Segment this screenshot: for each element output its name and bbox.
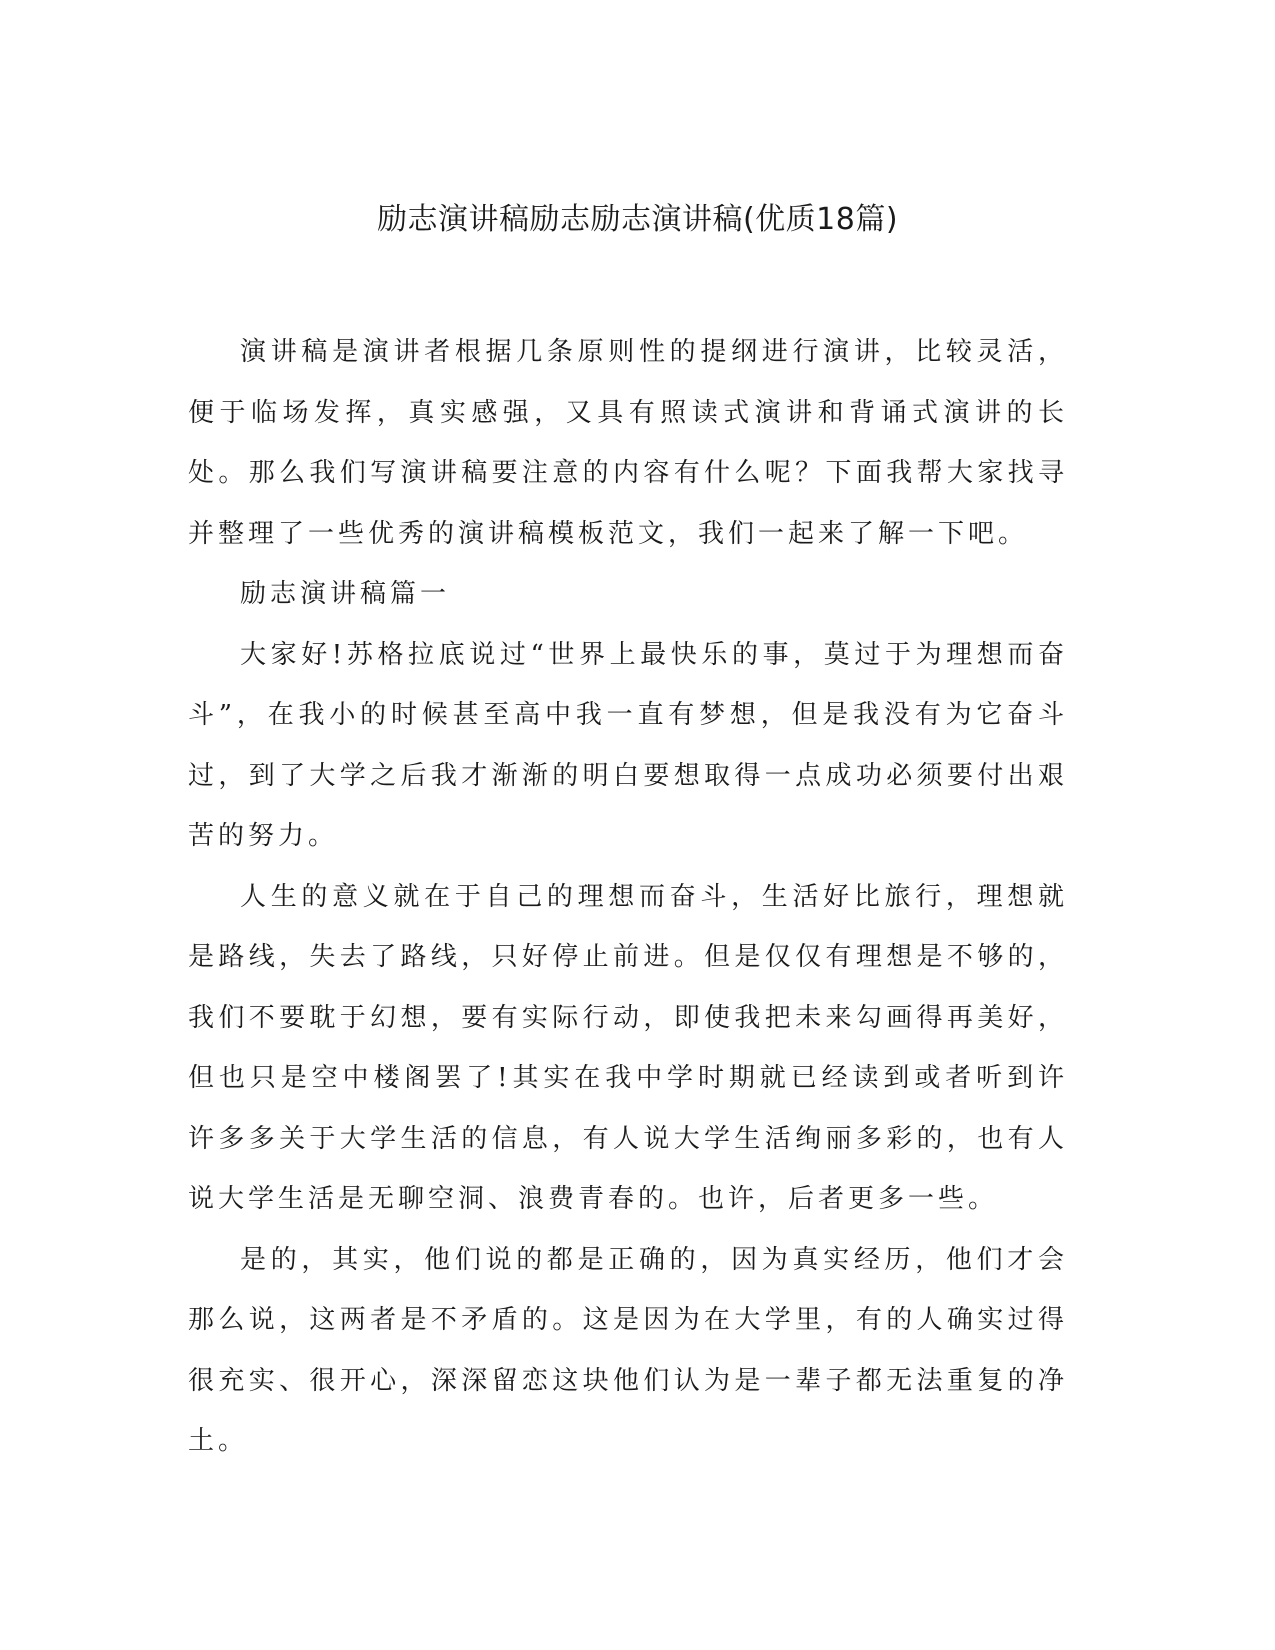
document-body xyxy=(188,322,1068,1472)
section-heading: 励志演讲稿篇一 xyxy=(240,579,451,609)
intro-paragraph: 演讲稿是演讲者根据几条原则性的提纲进行演讲，比较灵活，便于临场发挥，真实感强，又具有照读式演讲和背诵式演讲的长处。那么我们写演讲稿要注意的内容有什么呢？下面我帮大家找寻并整理了一些优秀的演讲稿模板范文，我们一起来了解一下吧。 xyxy=(188,337,1068,549)
body-paragraph: 是的，其实，他们说的都是正确的，因为真实经历，他们才会那么说，这两者是不矛盾的。这是因为在大学里，有的人确实过得很充实、很开心，深深留恋这块他们认为是一辈子都无法重复的净土。 xyxy=(188,1244,1068,1456)
body-paragraph: 人生的意义就在于自己的理想而奋斗，生活好比旅行，理想就是路线，失去了路线，只好停止前进。但是仅仅有理想是不够的，我们不要耽于幻想，要有实际行动，即使我把未来勾画得再美好，但也只是空中楼阁罢了!其实在我中学时期就已经读到或者听到许许多多关于大学生活的信息，有人说大学生活绚丽多彩的，也有人说大学生活是无聊空洞、浪费青春的。也许，后者更多一些。 xyxy=(188,881,1068,1214)
body-paragraph: 大家好!苏格拉底说过“世界上最快乐的事，莫过于为理想而奋斗”，在我小的时候甚至高中我一直有梦想，但是我没有为它奋斗过，到了大学之后我才渐渐的明白要想取得一点成功必须要付出艰苦的努力。 xyxy=(188,639,1068,851)
document-title: 励志演讲稿励志励志演讲稿(优质18篇) xyxy=(376,202,899,237)
